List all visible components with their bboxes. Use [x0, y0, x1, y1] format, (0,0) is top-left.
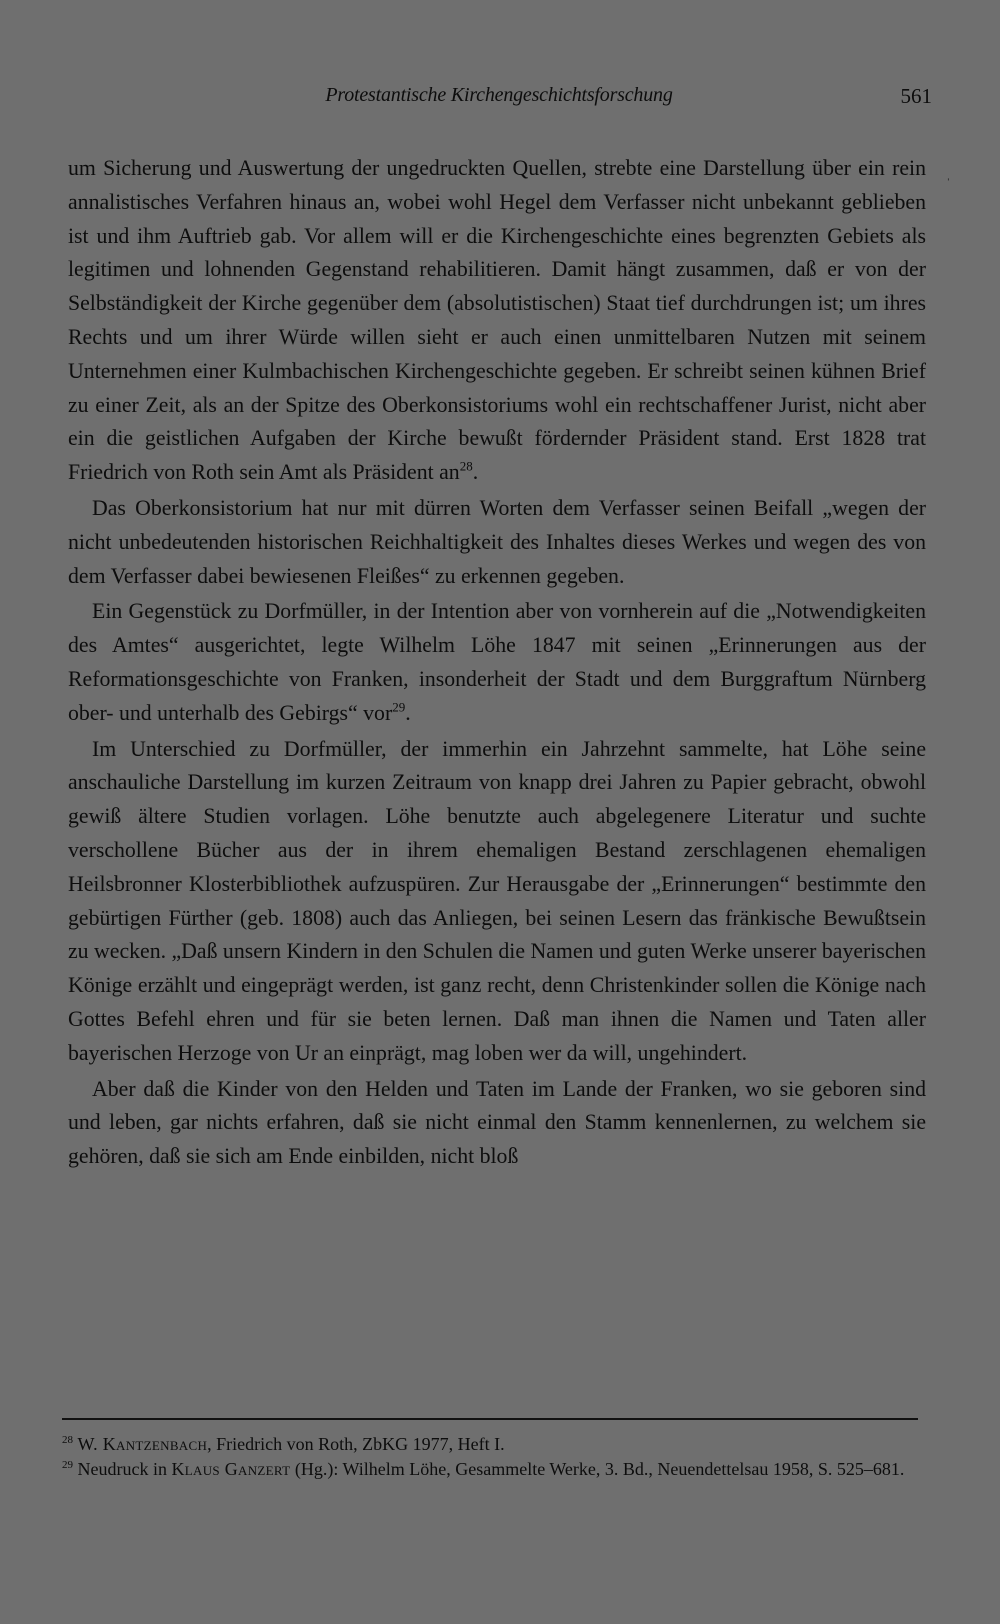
paragraph-1	[68, 152, 926, 490]
paragraph-text: Im Unterschied zu Dorfmüller, der immerhin ein Jahrzehnt sammelte, hat Löhe seine anschauliche Darstellung im kurzen Zeitraum von knapp drei Jahren zu Papier gebracht, obwohl gewiß ältere Studien vorlagen. Löhe benutzte auch abgelegenere Literatur und suchte verschollene Bücher aus der in ihrem ehemaligen Bestand zerschlagenen ehemaligen Heilsbronner Klosterbibliothek aufzuspüren. Zur Herausgabe der „Erinnerungen“ bestimmte den gebürtigen Fürther (geb. 1808) auch das Anliegen, bei seinen Lesern das fränkische Bewußtsein zu wecken. „Daß unsern Kindern in den Schulen die Namen und guten Werke unserer bayerischen Könige erzählt und eingeprägt werden, ist ganz recht, denn Christenkinder sollen die Könige nach Gottes Befehl ehren und für sie beten lernen. Daß man ihnen die Namen und Taten aller bayerischen Herzoge von Ur an einprägt, mag loben wer da will, ungehindert.	[68, 736, 926, 1065]
footnote-ref-29[interactable]: 29	[392, 699, 406, 715]
margin-mark: ˈ	[946, 177, 951, 192]
footnote-text: (Hg.): Wilhelm Löhe, Gesammelte Werke, 3. Bd., Neuendettelsau 1958, S. 525–681.	[290, 1459, 905, 1479]
footnote-mark: 28	[62, 1434, 73, 1446]
footnote-mark: 29	[62, 1459, 73, 1471]
paragraph-tail: .	[405, 700, 411, 725]
paragraph-text: Aber daß die Kinder von den Helden und Taten im Lande der Franken, wo sie geboren sind und leben, gar nichts erfahren, daß sie nicht einmal den Stamm kennenlernen, zu welchem sie gehören, daß sie sich am Ende einbilden, nicht bloß	[68, 1076, 926, 1169]
footnote-ref-28[interactable]: 28	[459, 458, 473, 474]
footnote-28	[62, 1432, 920, 1457]
paragraph-text: Das Oberkonsistorium hat nur mit dürren Worten dem Verfasser seinen Beifall „wegen der nicht unbedeutenden historischen Reichhaltigkeit des Inhaltes dieses Werkes und wegen des von dem Verfasser dabei bewiesenen Fleißes“ zu erkennen gegeben.	[68, 495, 926, 588]
footnote-author: Klaus Ganzert	[171, 1459, 291, 1479]
paragraph-3	[68, 595, 926, 730]
paragraph-5	[68, 1073, 926, 1174]
page-header	[66, 84, 932, 120]
paragraph-2	[68, 492, 926, 593]
paragraph-text: um Sicherung und Auswertung der ungedruckten Quellen, strebte eine Darstellung über ein rein annalistisches Verfahren hinaus an, wobei wohl Hegel dem Verfasser nicht unbekannt geblieben ist und ihm Auftrieb gab. Vor allem will er die Kirchengeschichte eines begrenzten Gebiets als legitimen und lohnenden Gegenstand rehabilitieren. Damit hängt zusammen, daß er von der Selbständigkeit der Kirche gegenüber dem (absolutistischen) Staat tief durchdrungen ist; um ihres Rechts und um ihrer Würde willen sieht er auch einen unmittelbaren Nutzen mit seinem Unternehmen einer Kulmbachischen Kirchengeschichte gegeben. Er schreibt seinen kühnen Brief zu einer Zeit, als an der Spitze des Oberkonsistoriums wohl ein rechtschaffener Jurist, nicht aber ein die geistlichen Aufgaben der Kirche bewußt fördernder Präsident stand. Erst 1828 trat Friedrich von Roth sein Amt als Präsident an	[68, 156, 926, 485]
paragraph-tail: .	[472, 460, 479, 485]
page-number: 561	[900, 84, 932, 108]
footnote-prefix: Neudruck in	[77, 1459, 172, 1479]
footnote-divider	[62, 1418, 918, 1420]
footnote-author: W. Kantzenbach	[77, 1434, 208, 1454]
paragraph-text: Ein Gegenstück zu Dorfmüller, in der Intention aber von vornherein auf die „Notwendigkeiten des Amtes“ ausgerichtet, legte Wilhelm Löhe 1847 mit seinen „Erinnerungen aus der Reformationsgeschichte von Franken, insonderheit der Stadt und dem Burggraftum Nürnberg ober- und unterhalb des Gebirgs“ vor	[68, 599, 926, 725]
running-title: Protestantische Kirchengeschichtsforschung	[325, 84, 673, 106]
main-text	[68, 152, 926, 1174]
footnote-text: , Friedrich von Roth, ZbKG 1977, Heft I.	[207, 1434, 505, 1454]
footnotes	[62, 1432, 920, 1482]
paragraph-4	[68, 733, 926, 1071]
footnote-29	[62, 1457, 920, 1482]
